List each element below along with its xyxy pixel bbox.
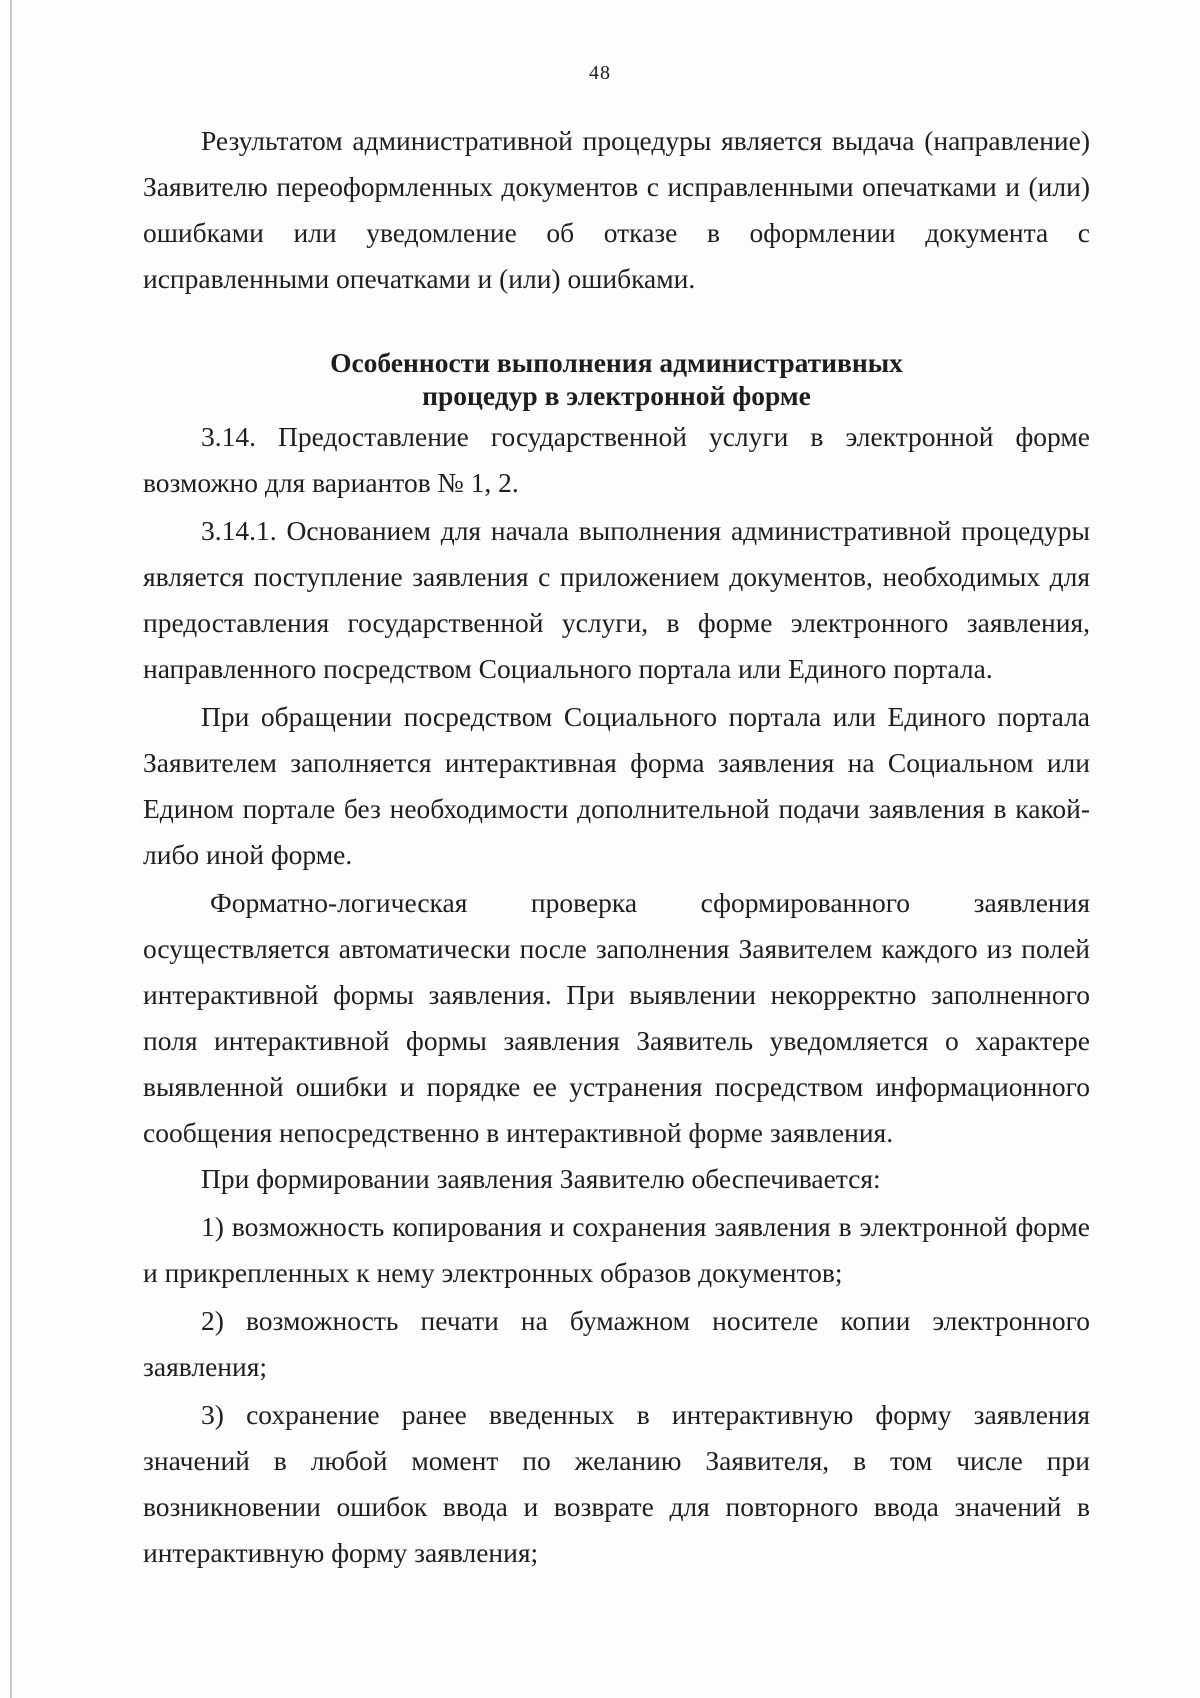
word-3: сформированного — [700, 887, 911, 918]
word-2: проверка — [530, 887, 638, 918]
list-item-3: 3) сохранение ранее введенных в интерактивную форму заявления значений в любой момент по желанию Заявителя, в том числе при возникновении ошибок ввода и возврате для повторного ввода значений в интерактивную форму заявления; — [143, 1399, 1090, 1568]
paragraph-result: Результатом административной процедуры является выдача (направление) Заявителю переоформленных документов с исправленными опечатками и (или) ошибками или уведомление об отказе в оформлении документа с исправленными опечатками и (или) ошибками. — [143, 125, 1090, 294]
paragraph-format-check-first-line — [143, 880, 1090, 926]
list-item-2: 2) возможность печати на бумажном носителе копии электронного заявления; — [143, 1305, 1090, 1382]
section-heading — [143, 346, 1090, 412]
document-body — [143, 118, 1090, 1576]
list-item-1: 1) возможность копирования и сохранения заявления в электронной форме и прикрепленных к нему электронных образов документов; — [143, 1211, 1090, 1288]
section-heading-line-1: Особенности выполнения административных — [330, 347, 903, 378]
page-number: 48 — [589, 62, 611, 84]
word-4: заявления — [973, 887, 1090, 918]
paragraph-provisions-intro: При формировании заявления Заявителю обеспечивается: — [201, 1163, 881, 1194]
paragraph-portal-application: При обращении посредством Социального портала или Единого портала Заявителем заполняется интерактивная форма заявления на Социальном или Едином портале без необходимости дополнительной подачи заявления в какой-либо иной форме. — [143, 701, 1090, 870]
paragraph-3-14: 3.14. Предоставление государственной услуги в электронной форме возможно для вариантов № 1, 2. — [143, 421, 1090, 498]
paragraph-format-check — [143, 880, 1090, 1156]
section-heading-line-2: процедур в электронной форме — [422, 380, 811, 411]
paragraph-format-check-rest: осуществляется автоматически после заполнения Заявителем каждого из полей интерактивной формы заявления. При выявлении некорректно заполненного поля интерактивной формы заявления Заявитель уведомляется о характере выявленной ошибки и порядке ее устранения посредством информационного сообщения непосредственно в интерактивной форме заявления. — [143, 933, 1090, 1148]
scan-edge-line — [10, 0, 12, 1698]
word-1: Форматно-логическая — [210, 887, 468, 918]
paragraph-3-14-1: 3.14.1. Основанием для начала выполнения административной процедуры является поступление заявления с приложением документов, необходимых для предоставления государственной услуги, в форме электронного заявления, направленного посредством Социального портала или Единого портала. — [143, 515, 1090, 684]
